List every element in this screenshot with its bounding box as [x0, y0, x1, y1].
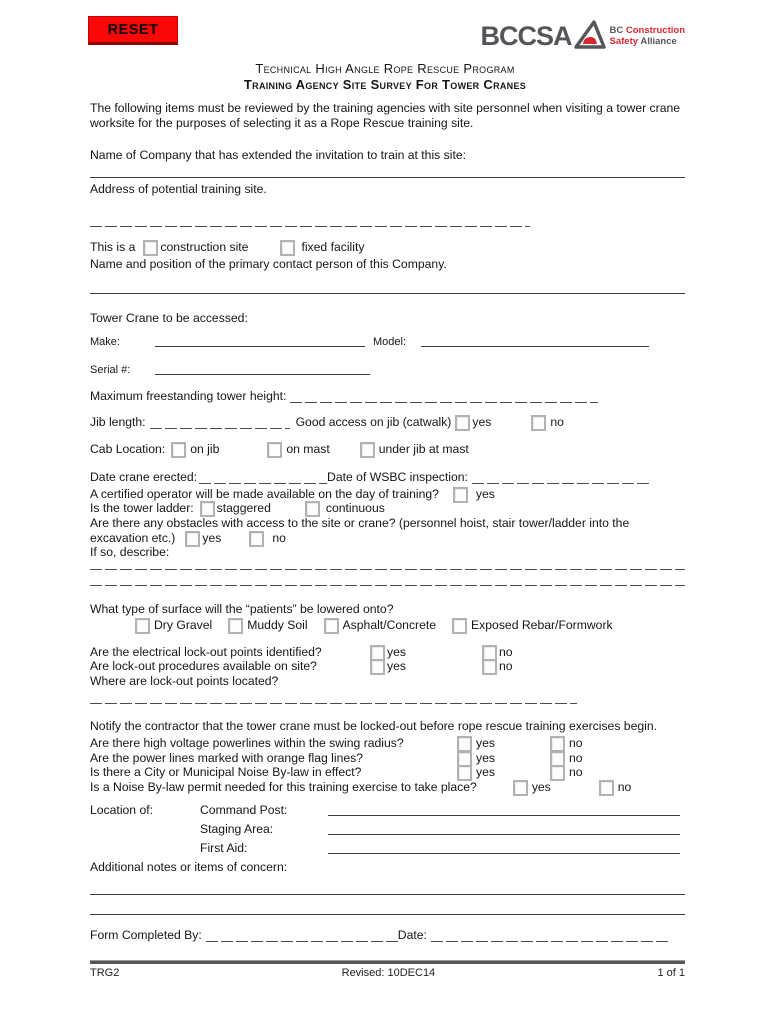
row-staging-area	[90, 820, 685, 839]
completed-by-line	[206, 941, 398, 942]
obstacles-yes-label: yes	[202, 530, 222, 545]
row-lockout-procedures	[90, 659, 685, 674]
row-first-aid	[90, 839, 685, 858]
surface-question: What type of surface will the “patients” be lowered onto?	[90, 601, 394, 616]
row-noise-bylaw	[90, 765, 685, 780]
row-operator	[90, 487, 685, 502]
serial-line	[155, 374, 370, 375]
bccsa-logo	[481, 20, 686, 53]
staging-area-line	[328, 834, 680, 835]
option-fixed-facility: fixed facility	[301, 240, 365, 255]
tagline-construction: Construction	[625, 25, 685, 36]
cab-option-on-mast: on mast	[286, 441, 330, 456]
row-make-model	[90, 334, 685, 350]
lockout-located-question: Where are lock-out points located?	[90, 674, 279, 689]
ladder-option-staggered: staggered	[216, 501, 271, 516]
locations-block	[90, 801, 685, 858]
row-cab-location	[90, 442, 685, 457]
checkbox-noise-bylaw-yes[interactable]	[457, 765, 472, 781]
checkbox-ladder-staggered[interactable]	[200, 501, 215, 517]
site-questions-block	[90, 736, 685, 794]
jib-length-line	[150, 428, 290, 429]
jib-access-yes-label: yes	[472, 414, 492, 429]
checkbox-ladder-continuous[interactable]	[305, 501, 320, 517]
footer-rule	[90, 960, 685, 964]
model-line	[421, 346, 649, 347]
completed-date-line	[431, 941, 671, 942]
checkbox-surface-dry-gravel[interactable]	[135, 618, 150, 634]
surface-option-exposed-rebar: Exposed Rebar/Formwork	[471, 618, 613, 633]
row-site-type	[90, 240, 685, 255]
obstacles-no-label: no	[272, 530, 286, 545]
lockout-identified-yes-label: yes	[387, 644, 406, 659]
powerlines-yes-label: yes	[476, 736, 495, 751]
company-label: Name of Company that has extended the invitation to train at this site:	[90, 148, 466, 163]
notes-line-2	[90, 914, 685, 915]
wsbc-inspection-line	[472, 483, 650, 484]
address-label: Address of potential training site.	[90, 181, 267, 196]
row-flag-lines	[90, 751, 685, 766]
flag-lines-no-label: no	[569, 750, 583, 765]
noise-bylaw-yes-label: yes	[476, 765, 495, 780]
checkbox-construction-site[interactable]	[143, 240, 158, 256]
surface-option-dry-gravel: Dry Gravel	[154, 618, 213, 633]
checkbox-operator-yes[interactable]	[453, 487, 468, 503]
describe-line-1	[90, 569, 685, 570]
max-height-line	[290, 402, 598, 403]
lockout-location-line	[90, 703, 577, 704]
checkbox-noise-bylaw-no[interactable]	[550, 765, 565, 781]
lockout-procedures-question: Are lock-out procedures available on site?	[90, 659, 317, 674]
noise-bylaw-no-label: no	[569, 765, 583, 780]
checkbox-surface-asphalt-concrete[interactable]	[324, 618, 339, 634]
checkbox-lockout-procedures-yes[interactable]	[370, 659, 385, 675]
checkbox-cab-on-mast[interactable]	[267, 442, 282, 458]
obstacles-question-line1: Are there any obstacles with access to the site or crane? (personnel hoist, stair tower/ladder into the	[90, 515, 630, 530]
location-of-label: Location of:	[90, 802, 154, 817]
row-ladder	[90, 501, 685, 516]
notes-label: Additional notes or items of concern:	[90, 859, 288, 874]
lockout-identified-no-label: no	[499, 644, 513, 659]
model-label: Model:	[373, 336, 407, 349]
checkbox-cab-on-jib[interactable]	[171, 442, 186, 458]
operator-yes-label: yes	[475, 486, 495, 501]
checkbox-surface-muddy-soil[interactable]	[228, 618, 243, 634]
notes-line-1	[90, 894, 685, 895]
bccsa-logo-tagline	[610, 26, 685, 47]
checkbox-cab-under-jib[interactable]	[360, 442, 375, 458]
staging-area-label: Staging Area:	[200, 821, 274, 836]
checkbox-fixed-facility[interactable]	[280, 240, 295, 256]
checkbox-lockout-identified-no[interactable]	[482, 645, 497, 661]
option-construction-site: construction site	[160, 240, 249, 255]
notify-paragraph: Notify the contractor that the tower crane must be locked-out before rope rescue training exercises begin.	[90, 718, 658, 733]
wsbc-inspection-label: Date of WSBC inspection:	[327, 470, 468, 485]
bccsa-logo-text: BCCSA	[480, 21, 572, 51]
form-title: Training Agency Site Survey For Tower Cranes	[243, 77, 527, 92]
contact-label: Name and position of the primary contact person of this Company.	[90, 256, 447, 271]
jib-access-label: Good access on jib (catwalk)	[295, 414, 452, 429]
noise-bylaw-question: Is there a City or Municipal Noise By-law in effect?	[90, 765, 362, 780]
first-aid-line	[328, 853, 680, 854]
row-obstacles-answers	[90, 531, 685, 546]
tagline-alliance: Alliance	[640, 35, 677, 47]
noise-permit-no-label: no	[617, 780, 632, 795]
row-surface-options	[90, 618, 685, 633]
form-titles	[0, 61, 770, 93]
bccsa-logo-icon	[574, 20, 606, 53]
row-serial	[90, 362, 685, 378]
row-lockout-identified	[90, 645, 685, 660]
first-aid-label: First Aid:	[200, 840, 248, 855]
footer-revised: Revised: 10DEC14	[341, 967, 436, 979]
checkbox-jib-access-no[interactable]	[531, 415, 546, 431]
noise-permit-yes-label: yes	[531, 780, 551, 795]
command-post-line	[328, 815, 680, 816]
ladder-label: Is the tower ladder:	[90, 501, 194, 516]
tagline-bc: BC	[609, 25, 626, 36]
max-height-label: Maximum freestanding tower height:	[90, 389, 287, 404]
row-completion	[90, 928, 685, 943]
company-name-line	[90, 177, 685, 178]
footer	[90, 960, 685, 979]
row-powerlines	[90, 736, 685, 751]
describe-line-2	[90, 585, 685, 586]
row-max-height	[90, 389, 685, 404]
checkbox-flag-lines-yes[interactable]	[457, 751, 472, 767]
footer-doc-code: TRG2	[90, 967, 120, 979]
intro-paragraph: The following items must be reviewed by the training agencies with site personnel when visiting a tower crane worksite for the purposes of selecting it as a Rope Rescue training site.	[90, 101, 681, 130]
checkbox-lockout-procedures-no[interactable]	[482, 659, 497, 675]
row-command-post	[90, 801, 685, 820]
date-erected-line	[199, 483, 327, 484]
surface-option-asphalt-concrete: Asphalt/Concrete	[342, 618, 437, 633]
checkbox-noise-permit-yes[interactable]	[513, 780, 528, 796]
checkbox-obstacles-no[interactable]	[249, 531, 264, 547]
lockout-procedures-no-label: no	[499, 659, 513, 674]
row-noise-permit	[90, 780, 685, 795]
reset-button[interactable]: RESET	[88, 16, 178, 45]
cab-location-label: Cab Location:	[90, 441, 166, 456]
program-title: Technical High Angle Rope Rescue Program	[255, 61, 515, 76]
checkbox-jib-access-yes[interactable]	[455, 415, 470, 431]
flag-lines-yes-label: yes	[476, 750, 495, 765]
powerlines-no-label: no	[569, 736, 583, 751]
checkbox-lockout-identified-yes[interactable]	[370, 645, 385, 661]
checkbox-powerlines-no[interactable]	[550, 736, 565, 752]
flag-lines-question: Are the power lines marked with orange flag lines?	[90, 750, 364, 765]
completed-by-label: Form Completed By:	[90, 928, 202, 943]
make-line	[155, 346, 365, 347]
row-jib	[90, 415, 685, 430]
lockout-identified-question: Are the electrical lock-out points identified?	[90, 644, 322, 659]
footer-page-number: 1 of 1	[657, 967, 685, 979]
address-line	[90, 226, 530, 227]
crane-questions-block	[90, 487, 685, 560]
make-label: Make:	[90, 336, 120, 349]
form-content	[90, 99, 685, 943]
serial-label: Serial #:	[90, 363, 131, 376]
lockout-procedures-yes-label: yes	[387, 659, 406, 674]
checkbox-flag-lines-no[interactable]	[550, 751, 565, 767]
row-dates	[90, 470, 685, 485]
powerlines-question: Are there high voltage powerlines within the swing radius?	[90, 736, 404, 751]
lockout-block	[90, 645, 685, 689]
tagline-safety: Safety	[609, 35, 641, 47]
surface-option-muddy-soil: Muddy Soil	[247, 618, 308, 633]
obstacles-question-line2: excavation etc.)	[90, 530, 176, 545]
ladder-option-continuous: continuous	[325, 501, 385, 516]
noise-permit-question: Is a Noise By-law permit needed for this training exercise to take place?	[90, 780, 477, 795]
checkbox-surface-exposed-rebar[interactable]	[452, 618, 467, 634]
checkbox-noise-permit-no[interactable]	[599, 780, 614, 796]
command-post-label: Command Post:	[200, 802, 288, 817]
cab-option-on-jib: on jib	[190, 441, 220, 456]
date-erected-label: Date crane erected:	[90, 470, 198, 485]
describe-label: If so, describe:	[90, 545, 170, 560]
contact-line	[90, 293, 685, 294]
crane-heading: Tower Crane to be accessed:	[90, 310, 248, 325]
jib-access-no-label: no	[550, 414, 564, 429]
operator-question: A certified operator will be made available on the day of training?	[90, 486, 439, 501]
checkbox-obstacles-yes[interactable]	[185, 531, 200, 547]
site-type-prefix: This is a	[90, 240, 136, 255]
checkbox-powerlines-yes[interactable]	[457, 736, 472, 752]
cab-option-under-jib: under jib at mast	[378, 441, 469, 456]
jib-length-label: Jib length:	[90, 414, 146, 429]
completed-date-label: Date:	[397, 928, 427, 943]
